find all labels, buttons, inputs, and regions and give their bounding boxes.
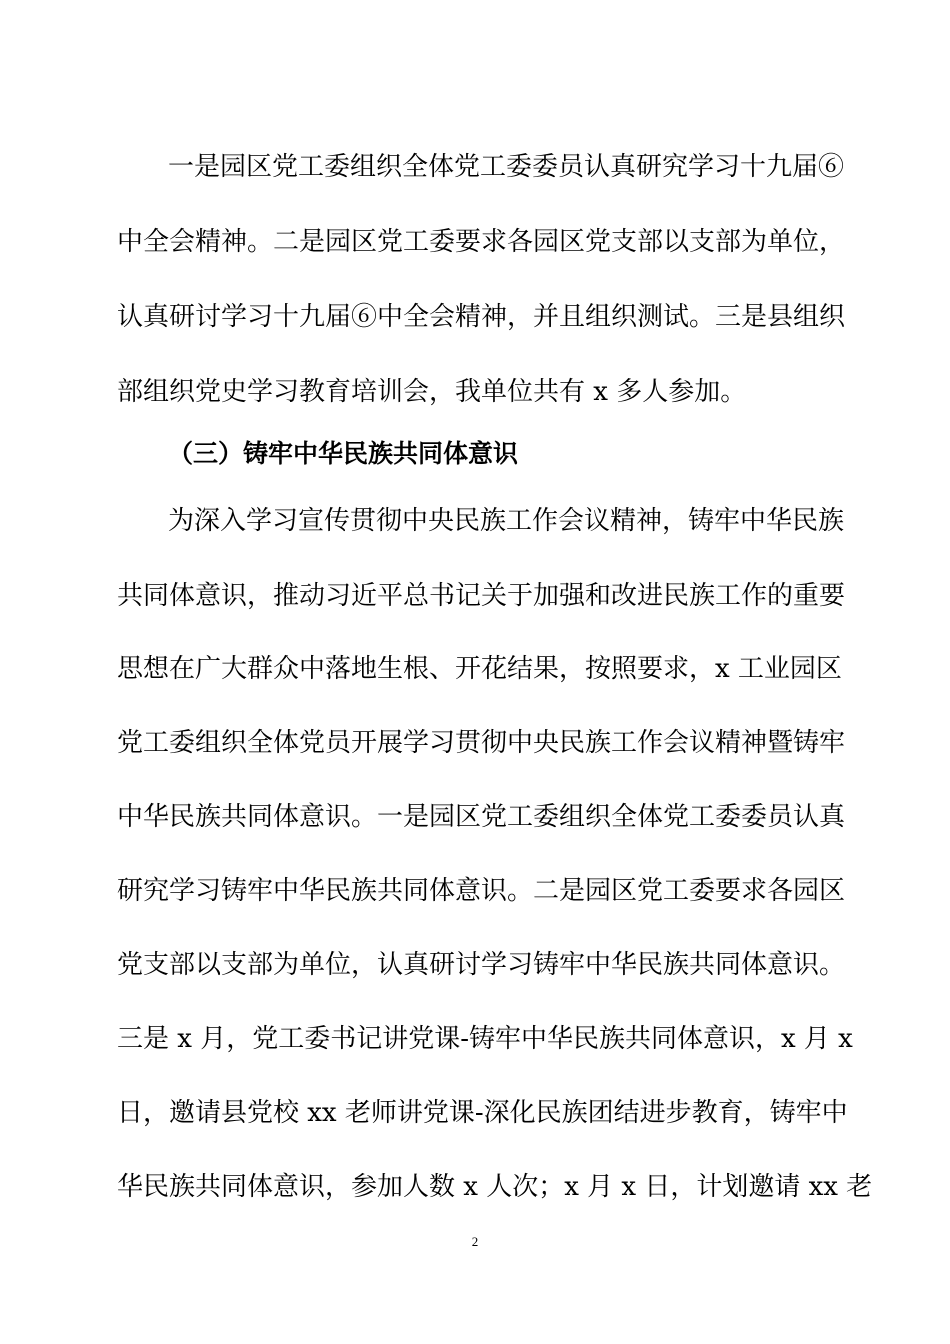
paragraph-line: 党工委组织全体党员开展学习贯彻中央民族工作会议精神暨铸牢 — [117, 728, 846, 758]
paragraph-line: 共同体意识，推动习近平总书记关于加强和改进民族工作的重要 — [117, 581, 846, 611]
paragraph-line: 一是园区党工委组织全体党工委委员认真研究学习十九届⑥ — [168, 152, 845, 182]
page-number: 2 — [471, 1234, 479, 1249]
paragraph-line: 华民族共同体意识，参加人数 x 人次；x 月 x 日，计划邀请 xx 老 — [117, 1172, 873, 1202]
section-heading: （三）铸牢中华民族共同体意识 — [168, 439, 519, 468]
paragraph-line: 部组织党史学习教育培训会，我单位共有 x 多人参加。 — [117, 377, 747, 407]
paragraph-line: 三是 x 月，党工委书记讲党课-铸牢中华民族共同体意识，x 月 x — [117, 1024, 853, 1054]
paragraph-line: 为深入学习宣传贯彻中央民族工作会议精神，铸牢中华民族 — [168, 506, 845, 536]
paragraph-line: 中华民族共同体意识。一是园区党工委组织全体党工委委员认真 — [117, 802, 846, 832]
paragraph-line: 认真研讨学习十九届⑥中全会精神，并且组织测试。三是县组织 — [117, 302, 846, 332]
paragraph-line: 研究学习铸牢中华民族共同体意识。二是园区党工委要求各园区 — [117, 876, 846, 906]
paragraph-line: 中全会精神。二是园区党工委要求各园区党支部以支部为单位， — [117, 227, 846, 257]
paragraph-line: 日，邀请县党校 xx 老师讲党课-深化民族团结进步教育，铸牢中 — [117, 1098, 848, 1128]
paragraph-line: 党支部以支部为单位，认真研讨学习铸牢中华民族共同体意识。 — [117, 950, 846, 980]
paragraph-line: 思想在广大群众中落地生根、开花结果，按照要求，x 工业园区 — [117, 654, 842, 684]
